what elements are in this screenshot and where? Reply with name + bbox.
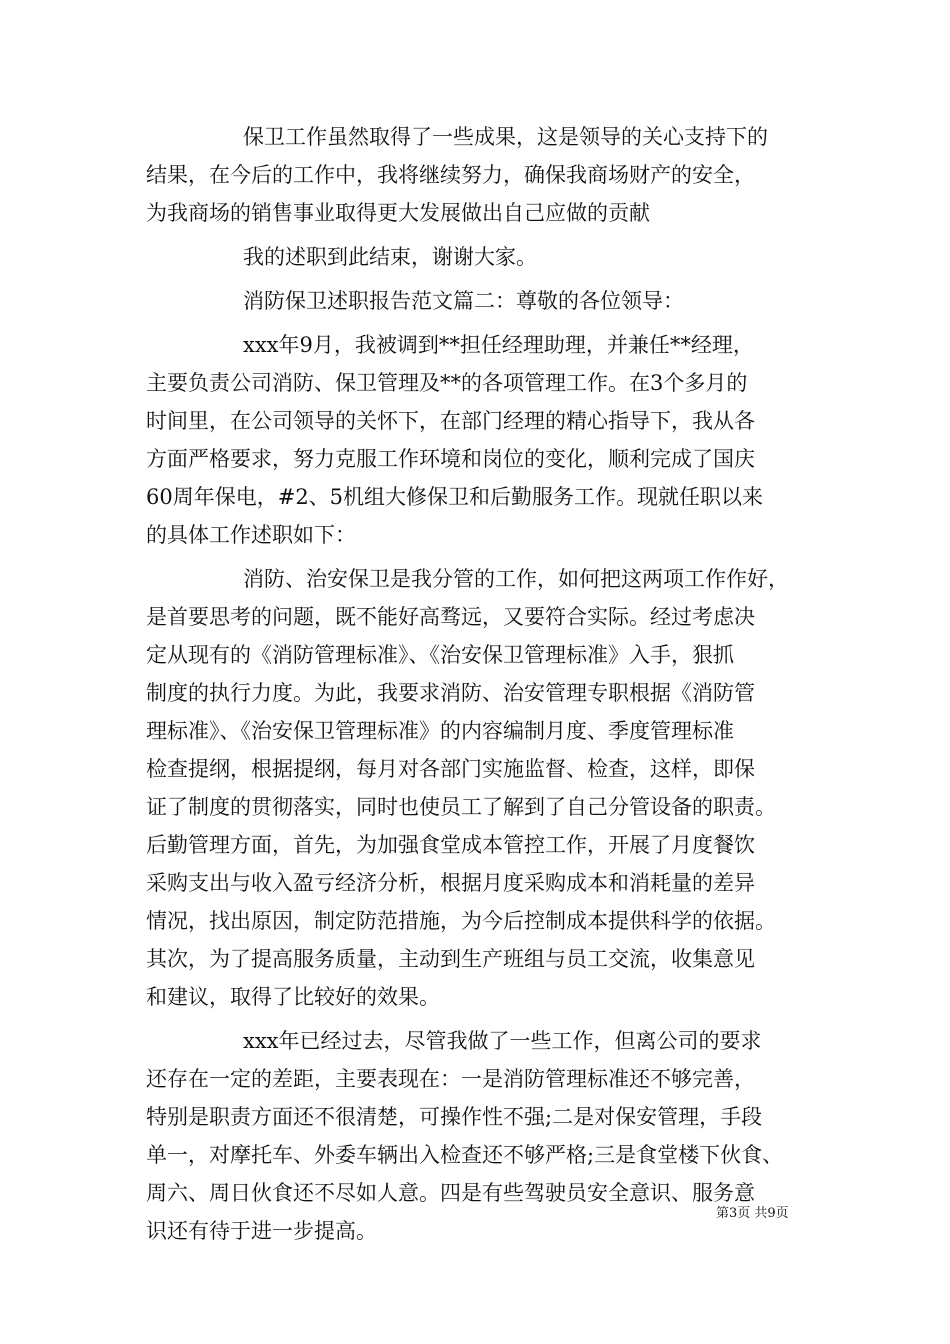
text-line: 情况，找出原因，制定防范措施，为今后控制成本提供科学的依据。 [146, 909, 776, 933]
section-heading: 消防保卫述职报告范文篇二：尊敬的各位领导： [243, 289, 684, 313]
text-line: 制度的执行力度。为此，我要求消防、治安管理专职根据《消防管 [146, 681, 755, 705]
text-line: 理标准》、《治安保卫管理标准》的内容编制月度、季度管理标准 [146, 719, 734, 743]
text-line: 是首要思考的问题，既不能好高骛远，又要符合实际。经过考虑决 [146, 605, 755, 629]
paragraph-conclusion [146, 238, 816, 276]
paragraph-security-work [146, 560, 816, 1016]
text-line: 其次，为了提高服务质量，主动到生产班组与员工交流，收集意见 [146, 947, 755, 971]
text-line: 时间里，在公司领导的关怀下，在部门经理的精心指导下，我从各 [146, 409, 755, 433]
text-line: 方面严格要求，努力克服工作环境和岗位的变化，顺利完成了国庆 [146, 447, 755, 471]
text-line: 定从现有的《消防管理标准》、《治安保卫管理标准》入手，狠抓 [146, 643, 734, 667]
text-line: 识还有待于进一步提高。 [146, 1219, 377, 1243]
paragraph-appointment [146, 326, 816, 554]
text-line: 后勤管理方面，首先，为加强食堂成本管控工作，开展了月度餐饮 [146, 833, 755, 857]
text-line: 和建议，取得了比较好的效果。 [146, 985, 440, 1009]
text-line: xxx年9月，我被调到**担任经理助理，并兼任**经理， [243, 333, 754, 357]
text-line: 主要负责公司消防、保卫管理及**的各项管理工作。在3个多月的 [146, 371, 748, 395]
text-line: 检查提纲，根据提纲，每月对各部门实施监督、检查，这样，即保 [146, 757, 755, 781]
text-line: 为我商场的销售事业取得更大发展做出自己应做的贡献 [146, 201, 650, 225]
text-line: 60周年保电，#2、5机组大修保卫和后勤服务工作。现就任职以来 [146, 485, 764, 509]
text-line: 还存在一定的差距，主要表现在：一是消防管理标准还不够完善， [146, 1067, 755, 1091]
text-line: 的具体工作述职如下： [146, 523, 356, 547]
text-line: 周六、周日伙食还不尽如人意。四是有些驾驶员安全意识、服务意 [146, 1181, 755, 1205]
text-line: 我的述职到此结束，谢谢大家。 [243, 245, 537, 269]
document-body [146, 118, 816, 1250]
text-line: 单一，对摩托车、外委车辆出入检查还不够严格;三是食堂楼下伙食、 [146, 1143, 784, 1167]
text-line: 证了制度的贯彻落实，同时也使员工了解到了自己分管设备的职责。 [146, 795, 776, 819]
text-line: 特别是职责方面还不很清楚，可操作性不强;二是对保安管理，手段 [146, 1105, 763, 1129]
text-line: 保卫工作虽然取得了一些成果，这是领导的关心支持下的 [243, 125, 768, 149]
paragraph-closing-remarks [146, 118, 816, 232]
text-line: 消防、治安保卫是我分管的工作，如何把这两项工作作好， [243, 567, 789, 591]
text-line: 结果，在今后的工作中，我将继续努力，确保我商场财产的安全， [146, 163, 755, 187]
text-line: xxx年已经过去，尽管我做了一些工作，但离公司的要求 [243, 1029, 762, 1053]
page-number-footer: 第3页 共9页 [716, 1206, 789, 1221]
paragraph-section-title [146, 282, 816, 320]
text-line: 采购支出与收入盈亏经济分析，根据月度采购成本和消耗量的差异 [146, 871, 755, 895]
